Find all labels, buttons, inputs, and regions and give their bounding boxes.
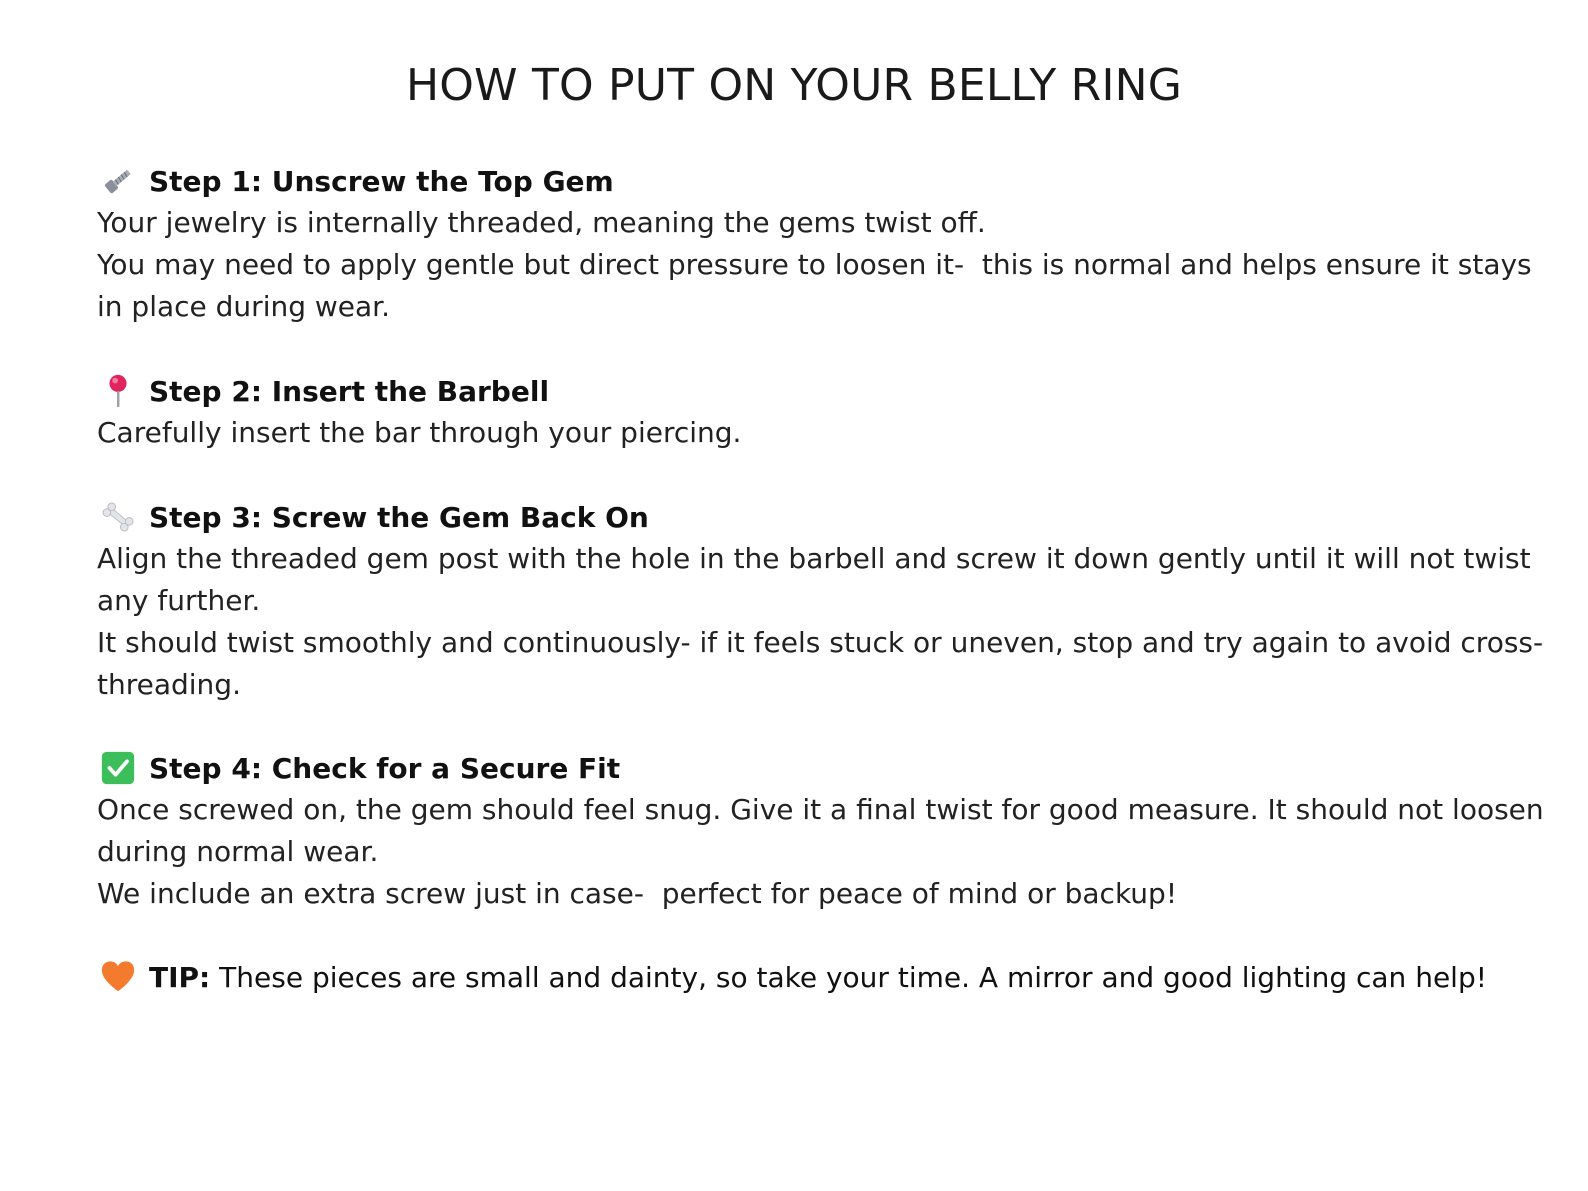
tip-text: These pieces are small and dainty, so take your time. A mirror and good lighting can help! — [210, 960, 1487, 994]
step-3 — [97, 496, 1547, 706]
step-3-heading-row — [97, 496, 1547, 538]
step-3-paragraph-1: Align the threaded gem post with the hole in the barbell and screw it down gently until it will not twist any further. — [97, 542, 1540, 617]
step-4-paragraph-1: Once screwed on, the gem should feel snug. Give it a final twist for good measure. It should not loosen during normal wear. — [97, 793, 1553, 868]
bone-icon — [97, 496, 139, 538]
step-1-heading-row — [97, 160, 1547, 202]
step-4-heading: Step 4: Check for a Secure Fit — [149, 751, 621, 785]
step-2-paragraph-1: Carefully insert the bar through your piercing. — [97, 416, 742, 449]
step-4-paragraph-2: We include an extra screw just in case- perfect for peace of mind or backup! — [97, 877, 1178, 910]
step-2-heading-row — [97, 370, 1547, 412]
step-4-heading-row — [97, 747, 1547, 789]
step-1 — [97, 160, 1547, 328]
step-3-heading: Step 3: Screw the Gem Back On — [149, 500, 649, 534]
page-title: HOW TO PUT ON YOUR BELLY RING — [405, 60, 1183, 111]
check-mark-icon — [97, 747, 139, 789]
orange-heart-icon — [97, 956, 139, 998]
step-4 — [97, 747, 1553, 915]
step-3-paragraph-2: It should twist smoothly and continuously- if it feels stuck or uneven, stop and try again to avoid cross-threading. — [97, 626, 1544, 701]
tip-label: TIP: — [149, 960, 211, 994]
tip — [97, 956, 1547, 998]
screw-icon — [97, 160, 139, 202]
step-1-paragraph-1: Your jewelry is internally threaded, meaning the gems twist off. — [97, 206, 986, 239]
step-2 — [97, 370, 1547, 454]
step-1-heading: Step 1: Unscrew the Top Gem — [149, 164, 614, 198]
step-1-paragraph-2: You may need to apply gentle but direct pressure to loosen it- this is normal and helps ensure it stays in place during wear. — [97, 248, 1541, 323]
step-2-heading: Step 2: Insert the Barbell — [149, 374, 550, 408]
tip-row — [97, 956, 1547, 998]
pushpin-icon — [97, 370, 139, 412]
